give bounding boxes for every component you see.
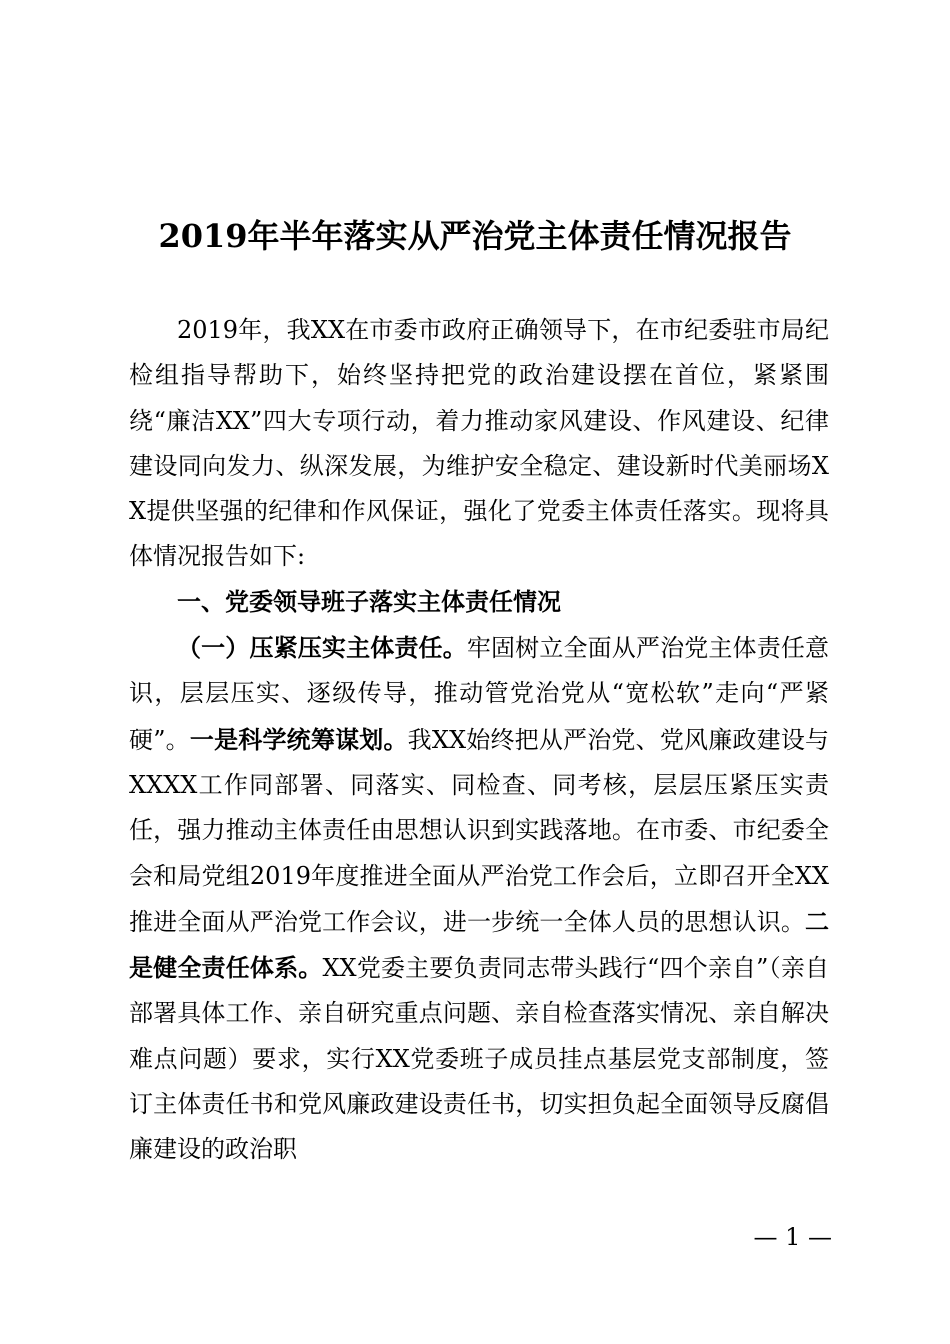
section-heading: 一、党委领导班子落实主体责任情况 <box>177 587 561 616</box>
subsection-paragraph <box>129 625 829 1173</box>
page-number: — 1 — <box>753 1223 832 1251</box>
point-two-heading: 二是健全责任体系。 <box>129 906 829 983</box>
document-body <box>129 308 829 1173</box>
subsection-text: 牢固树立全面从严治党主体责任意识，层层压实、逐级传导，推动管党治党从“宽松软”走向“严紧硬”。 <box>129 634 830 754</box>
point-one-heading: 一是科学统筹谋划。 <box>189 724 408 754</box>
subsection-heading: （一）压紧压实主体责任。 <box>177 633 467 663</box>
document-title: 2019年半年落实从严治党主体责任情况报告 <box>158 217 792 255</box>
intro-paragraph: 2019年，我XX在市委市政府正确领导下，在市纪委驻市局纪检组指导帮助下，始终坚持把党的政治建设摆在首位，紧紧围绕“廉洁XX”四大专项行动，着力推动家风建设、作风建设、纪律建设同向发力、纵深发展，为维护安全稳定、建设新时代美丽场XX提供坚强的纪律和作风保证，强化了党委主体责任落实。现将具体情况报告如下: <box>129 316 829 571</box>
point-two-text: XX党委主要负责同志带头践行“四个亲自”（亲自部署具体工作、亲自研究重点问题、亲自检查落实情况、亲自解决难点问题）要求，实行XX党委班子成员挂点基层党支部制度，签订主体责任书和党风廉政建设责任书，切实担负起全面领导反腐倡廉建设的政治职 <box>129 954 830 1164</box>
point-one-text: 我XX始终把从严治党、党风廉政建设与XXXX工作同部署、同落实、同检查、同考核，层层压紧压实责任，强力推动主体责任由思想认识到实践落地。在市委、市纪委全会和局党组2019年度推进全面从严治党工作会后，立即召开全XX推进全面从严治党工作会议，进一步统一全体人员的思想认识。 <box>129 725 830 936</box>
